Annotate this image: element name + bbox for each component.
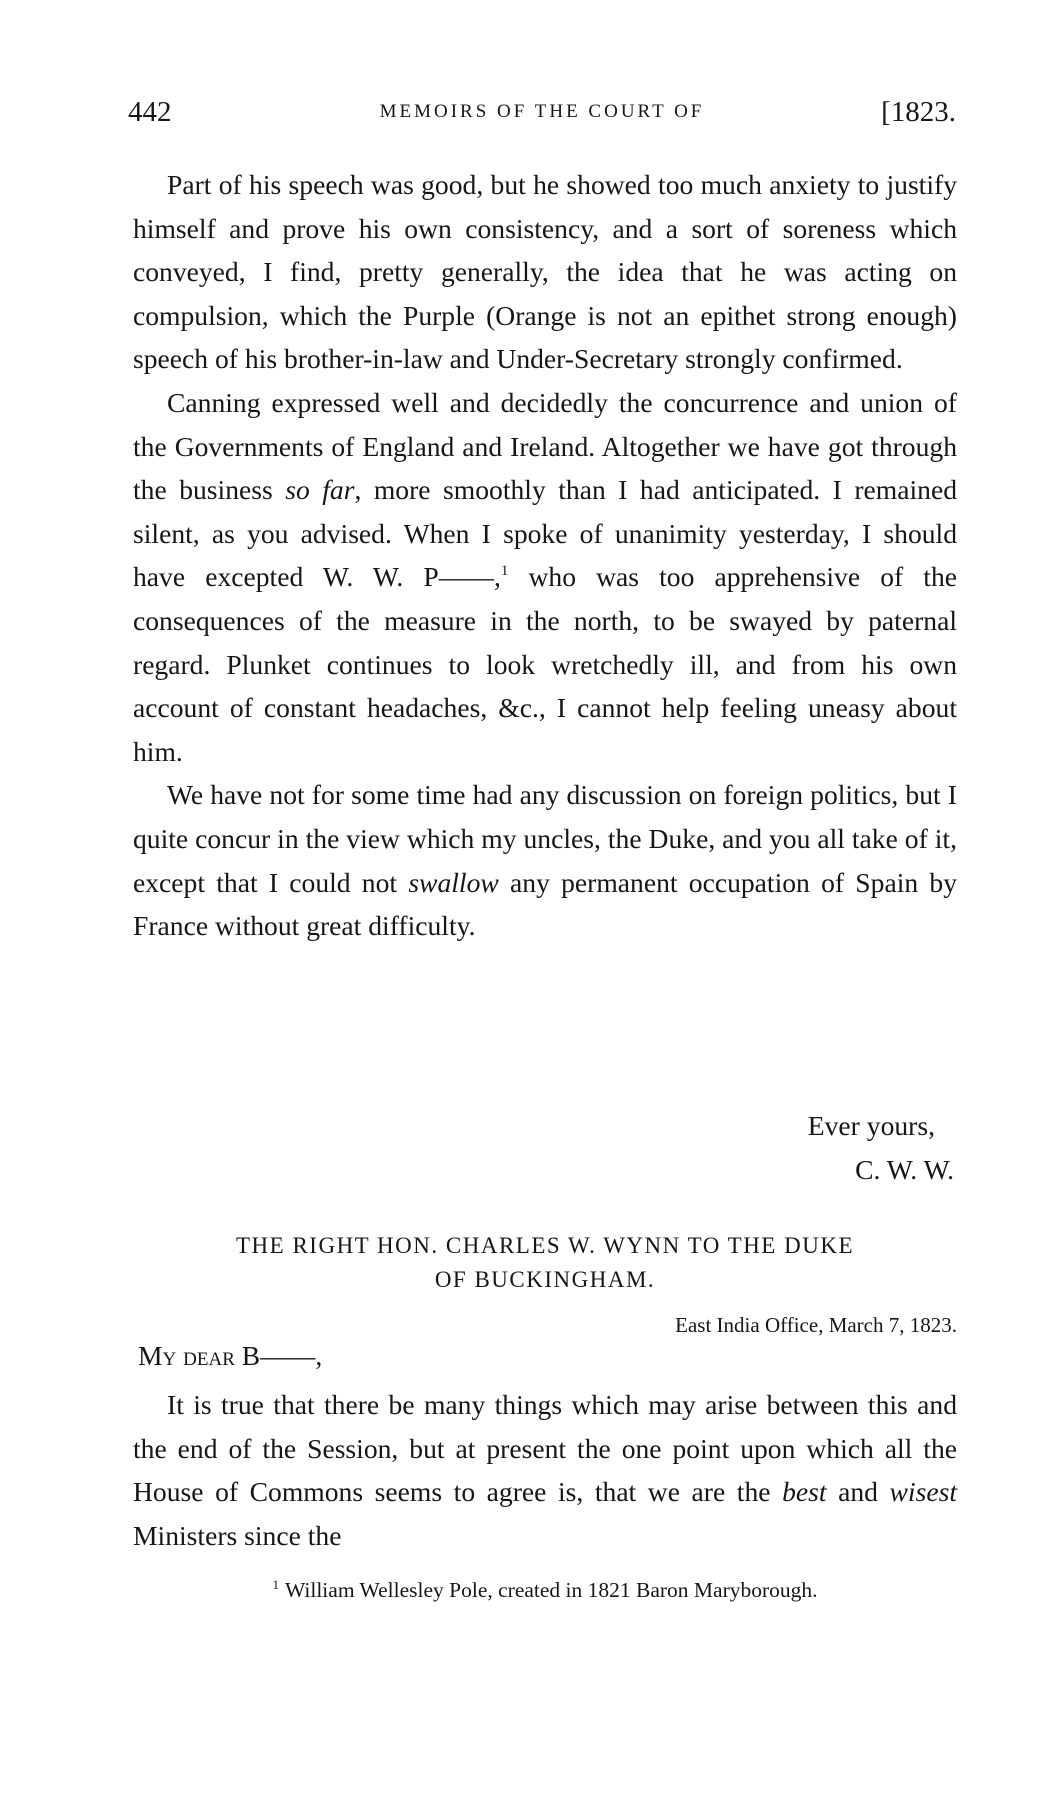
letter-signature: C. W. W. — [855, 1154, 954, 1185]
paragraph — [133, 773, 957, 947]
paragraph-text: Canning expressed well and decidedly the concurrence and union of the Governments of England and Ireland. Altogether we have got through the business — [133, 386, 957, 506]
emphasis-text: swallow — [408, 866, 499, 898]
emphasis-text: wisest — [889, 1476, 957, 1508]
footnote-reference: 1 — [500, 563, 509, 580]
paragraph — [133, 163, 957, 381]
paragraph-text: any permanent occupation of Spain by France without great difficulty. — [133, 866, 957, 942]
paragraph-text: , more smoothly than I had anticipated. I remained silent, as you advised. When I spoke of unanimity yesterday, I should have excepted W. W. P——, — [133, 474, 957, 593]
emphasis-text: best — [782, 1476, 827, 1508]
running-head-year: [1823. — [881, 96, 956, 128]
first-letter-body — [133, 163, 957, 948]
second-letter-body — [133, 1383, 957, 1557]
letter-heading-line: OF BUCKINGHAM. — [434, 1267, 656, 1292]
paragraph-text: Ministers since the — [133, 1519, 342, 1551]
letter-heading — [133, 1229, 957, 1297]
paragraph-text: We have not for some time had any discussion on foreign politics, but I quite concur in the view which my uncles, the Duke, and you all take of it, except that I could not — [133, 779, 957, 898]
footnote-marker: 1 — [272, 1577, 279, 1592]
paragraph — [133, 1383, 957, 1557]
paragraph — [133, 381, 957, 773]
emphasis-text: so far — [285, 474, 355, 506]
paragraph-text: It is true that there be many things which may arise between this and the end of the Session, but at present the one point upon which all the House of Commons seems to agree is, that we are the — [133, 1389, 957, 1508]
paragraph-text: Part of his speech was good, but he showed too much anxiety to justify himself and prove his own consistency, and a sort of soreness which conveyed, I find, pretty generally, the idea that he was acting on compulsion, which the Purple (Orange is not an epithet strong enough) speech of his brother-in-law and Under-Secretary strongly confirmed. — [133, 169, 957, 375]
footnote-text: William Wellesley Pole, created in 1821 Baron Maryborough. — [284, 1578, 818, 1602]
letter-heading-line: THE RIGHT HON. CHARLES W. WYNN TO THE DUKE — [236, 1233, 854, 1258]
running-head — [128, 96, 956, 136]
page-number: 442 — [128, 96, 172, 128]
letter-salutation: My dear B——, — [138, 1340, 323, 1371]
footnote — [133, 1578, 957, 1603]
paragraph-text: and — [826, 1476, 878, 1508]
paragraph-text: who was too apprehensive of the consequences of the measure in the north, to be swayed by paternal regard. Plunket continues to look wretchedly ill, and from his own account of constant headaches, &c., I cannot help feeling uneasy about him. — [133, 561, 958, 767]
running-head-title: MEMOIRS OF THE COURT OF — [379, 101, 705, 122]
letter-dateline: East India Office, March 7, 1823. — [675, 1313, 957, 1337]
letter-closing: Ever yours, — [807, 1110, 935, 1141]
